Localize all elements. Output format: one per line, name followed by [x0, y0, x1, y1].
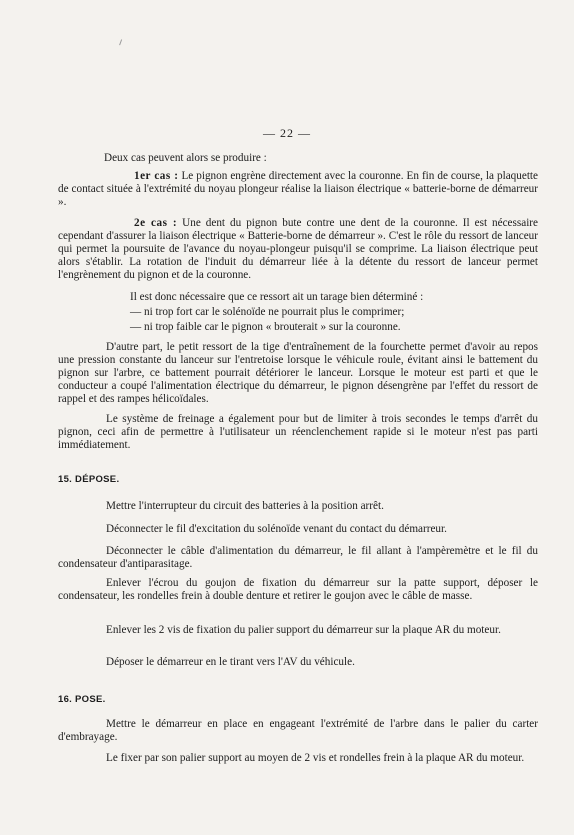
case1-label: 1er cas : [134, 170, 179, 182]
case2-paragraph [58, 217, 538, 282]
page-number: — 22 — [263, 126, 311, 140]
s15-step-6: Déposer le démarreur en le tirant vers l'AV du véhicule. [106, 656, 355, 668]
s15-step-3: Déconnecter le câble d'alimentation du démarreur, le fil allant à l'ampèremètre et le fil du condensateur d'antiparasitage. [58, 545, 538, 570]
case1-text: Le pignon engrène directement avec la couronne. En fin de course, la plaquette de contact située à l'extrémité du noyau plongeur réalise la liaison électrique « batterie-borne de démarreur ». [58, 170, 538, 208]
dash-item-2: — ni trop faible car le pignon « brouterait » sur la couronne. [130, 321, 401, 333]
s15-step-5: Enlever les 2 vis de fixation du palier support du démarreur sur la plaque AR du moteur. [106, 624, 501, 636]
section-15-title: 15. DÉPOSE. [58, 474, 120, 485]
intro-paragraph: Deux cas peuvent alors se produire : [104, 152, 267, 164]
scan-speck [119, 39, 126, 46]
case2-text: Une dent du pignon bute contre une dent de la couronne. Il est nécessaire cependant d'assurer la liaison électrique « Batterie-borne de démarreur ». C'est le rôle du ressort de lanceur qui permet la poursuite de l'avance du noyau-plongeur puisqu'il se comprime. La liaison électrique peut alors s'établir. La rotation de l'induit du démarreur liée à la détente du ressort de lanceur permet l'engrènement du pignon et de la couronne. [58, 217, 538, 281]
frein-paragraph: Le système de freinage a également pour but de limiter à trois secondes le temps d'arrêt du pignon, ceci afin de permettre à l'utilisateur un réenclenchement rapide si le moteur n'est pas parti immédiatement. [58, 413, 538, 451]
s15-step-2: Déconnecter le fil d'excitation du solénoïde venant du contact du démarreur. [106, 523, 447, 535]
case2-label: 2e cas : [134, 217, 178, 229]
s15-step-1: Mettre l'interrupteur du circuit des batteries à la position arrêt. [106, 500, 384, 512]
s16-step-1: Mettre le démarreur en place en engageant l'extrémité de l'arbre dans le palier du carter d'embrayage. [58, 718, 538, 743]
s15-step-4: Enlever l'écrou du goujon de fixation du démarreur sur la patte support, déposer le condensateur, les rondelles frein à double denture et retirer le goujon avec le câble de masse. [58, 577, 538, 602]
s16-step-2: Le fixer par son palier support au moyen de 2 vis et rondelles frein à la plaque AR du moteur. [106, 752, 525, 764]
dash-item-1: — ni trop fort car le solénoïde ne pourrait plus le comprimer; [130, 306, 405, 318]
section-16-title: 16. POSE. [58, 694, 106, 705]
case1-paragraph [58, 170, 538, 209]
autre-paragraph: D'autre part, le petit ressort de la tige d'entraînement de la fourchette permet d'avoir au repos une pression constante du lanceur sur l'entretoise lorsque le véhicule roule, évitant ainsi le battement du pignon sur l'arbre, ce battement pourrait détériorer le lanceur. Lorsque le moteur est parti et que le conducteur a coupé l'alimentation électrique du démarreur, le pignon désengrène par l'effet du ressort de rappel et des rampes hélicoïdales. [58, 341, 538, 405]
tarage-paragraph: Il est donc nécessaire que ce ressort ait un tarage bien déterminé : [130, 291, 424, 303]
